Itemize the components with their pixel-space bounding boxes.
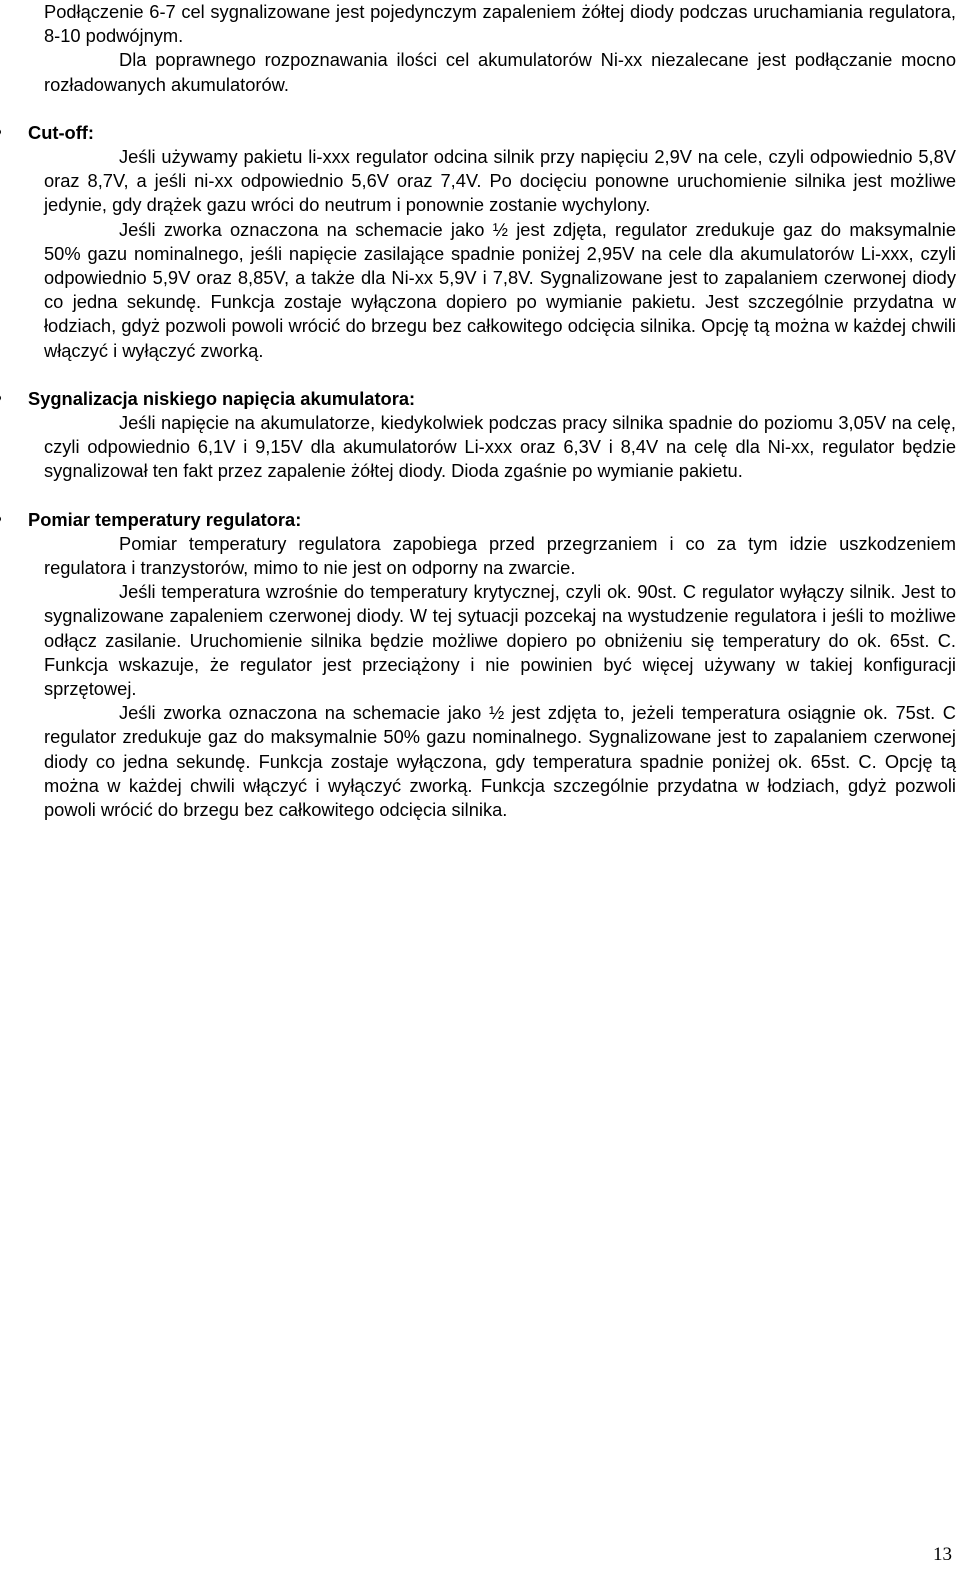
intro-paragraph-2: Dla poprawnego rozpoznawania ilości cel akumulatorów Ni-xx niezalecane jest podłączanie mocno rozładowanych akumulatorów.	[44, 49, 956, 95]
temperature-section	[28, 508, 956, 823]
cutoff-section	[28, 121, 956, 363]
low-voltage-heading	[28, 387, 940, 411]
spacer	[44, 97, 956, 121]
low-voltage-heading-text: Sygnalizacja niskiego napięcia akumulatora:	[28, 387, 416, 409]
low-voltage-section	[28, 387, 956, 484]
temperature-heading	[28, 508, 940, 532]
temperature-paragraph-3: Jeśli zworka oznaczona na schemacie jako ½ jest zdjęta to, jeżeli temperatura osiągnie ok. 75st. C regulator zredukuje gaz do maksymalnie 50% gazu nominalnego. Sygnalizowane jest to zapalaniem czerwonej diody co jedna sekundę. Funkcja zostaje wyłączona, gdy temperatura spadnie poniżej ok. 65st. C. Opcję tą można w każdej chwili włączyć i wyłączyć zworką. Funkcja szczególnie przydatna w łodziach, gdyż pozwoli powoli wrócić do brzegu bez całkowitego odcięcia silnika.	[44, 702, 956, 821]
bullet-icon	[0, 508, 12, 532]
intro-section	[44, 0, 956, 97]
document-page	[28, 0, 956, 822]
cutoff-heading-text: Cut-off:	[28, 121, 94, 143]
temperature-heading-text: Pomiar temperatury regulatora:	[28, 508, 302, 530]
cutoff-heading	[28, 121, 940, 145]
low-voltage-paragraph-1: Jeśli napięcie na akumulatorze, kiedykolwiek podczas pracy silnika spadnie do poziomu 3,05V na celę, czyli odpowiednio 6,1V i 9,15V dla akumulatorów Li-xxx oraz 6,3V i 8,4V na celę dla Ni-xx, regulator będzie sygnalizował ten fakt przez zapalenie żółtej diody. Dioda zgaśnie po wymianie pakietu.	[44, 412, 956, 482]
spacer	[44, 484, 956, 508]
bullet-icon	[0, 387, 12, 411]
cutoff-paragraph-1: Jeśli używamy pakietu li-xxx regulator odcina silnik przy napięciu 2,9V na cele, czyli odpowiednio 5,8V oraz 8,7V, a jeśli ni-xx odpowiednio 5,6V oraz 7,4V. Po docięciu ponowne uruchomienie silnika jest możliwe jedynie, gdy drążek gazu wróci do neutrum i ponownie zostanie wychylony.	[44, 146, 956, 216]
page-number: 13	[933, 1544, 952, 1565]
intro-paragraph-1: Podłączenie 6-7 cel sygnalizowane jest pojedynczym zapaleniem żółtej diody podczas uruchamiania regulatora, 8-10 podwójnym.	[44, 1, 956, 47]
temperature-paragraph-1: Pomiar temperatury regulatora zapobiega przed przegrzaniem i co za tym idzie uszkodzeniem regulatora i tranzystorów, mimo to nie jest on odporny na zwarcie.	[44, 532, 956, 579]
temperature-paragraph-2: Jeśli temperatura wzrośnie do temperatury krytycznej, czyli ok. 90st. C regulator wyłączy silnik. Jest to sygnalizowane zapaleniem czerwonej diody. W tej sytuacji pozcekaj na wystudzenie regulatora i jeśli to możliwe odłącz zasilanie. Uruchomienie silnika będzie możliwe dopiero po obniżeniu się temperatury do ok. 65st. C. Funkcja wskazuje, że regulator jest przeciążony i nie powinien być więcej używany w takiej konfiguracji sprzętowej.	[44, 581, 956, 700]
spacer	[44, 363, 956, 387]
cutoff-paragraph-2: Jeśli zworka oznaczona na schemacie jako ½ jest zdjęta, regulator zredukuje gaz do maksymalnie 50% gazu nominalnego, jeśli napięcie zasilające spadnie poniżej 2,95V na cele dla akumulatorów Li-xxx, czyli odpowiednio 5,9V oraz 8,85V, a także dla Ni-xx 5,9V i 7,8V. Sygnalizowane jest to zapalaniem czerwonej diody co jedna sekundę. Funkcja zostaje wyłączona dopiero po wymianie pakietu. Jest szczególnie przydatna w łodziach, gdyż pozwoli powoli wrócić do brzegu bez całkowitego odcięcia silnika. Opcję tą można w każdej chwili włączyć i wyłączyć zworką.	[44, 218, 956, 361]
bullet-icon	[0, 121, 12, 145]
